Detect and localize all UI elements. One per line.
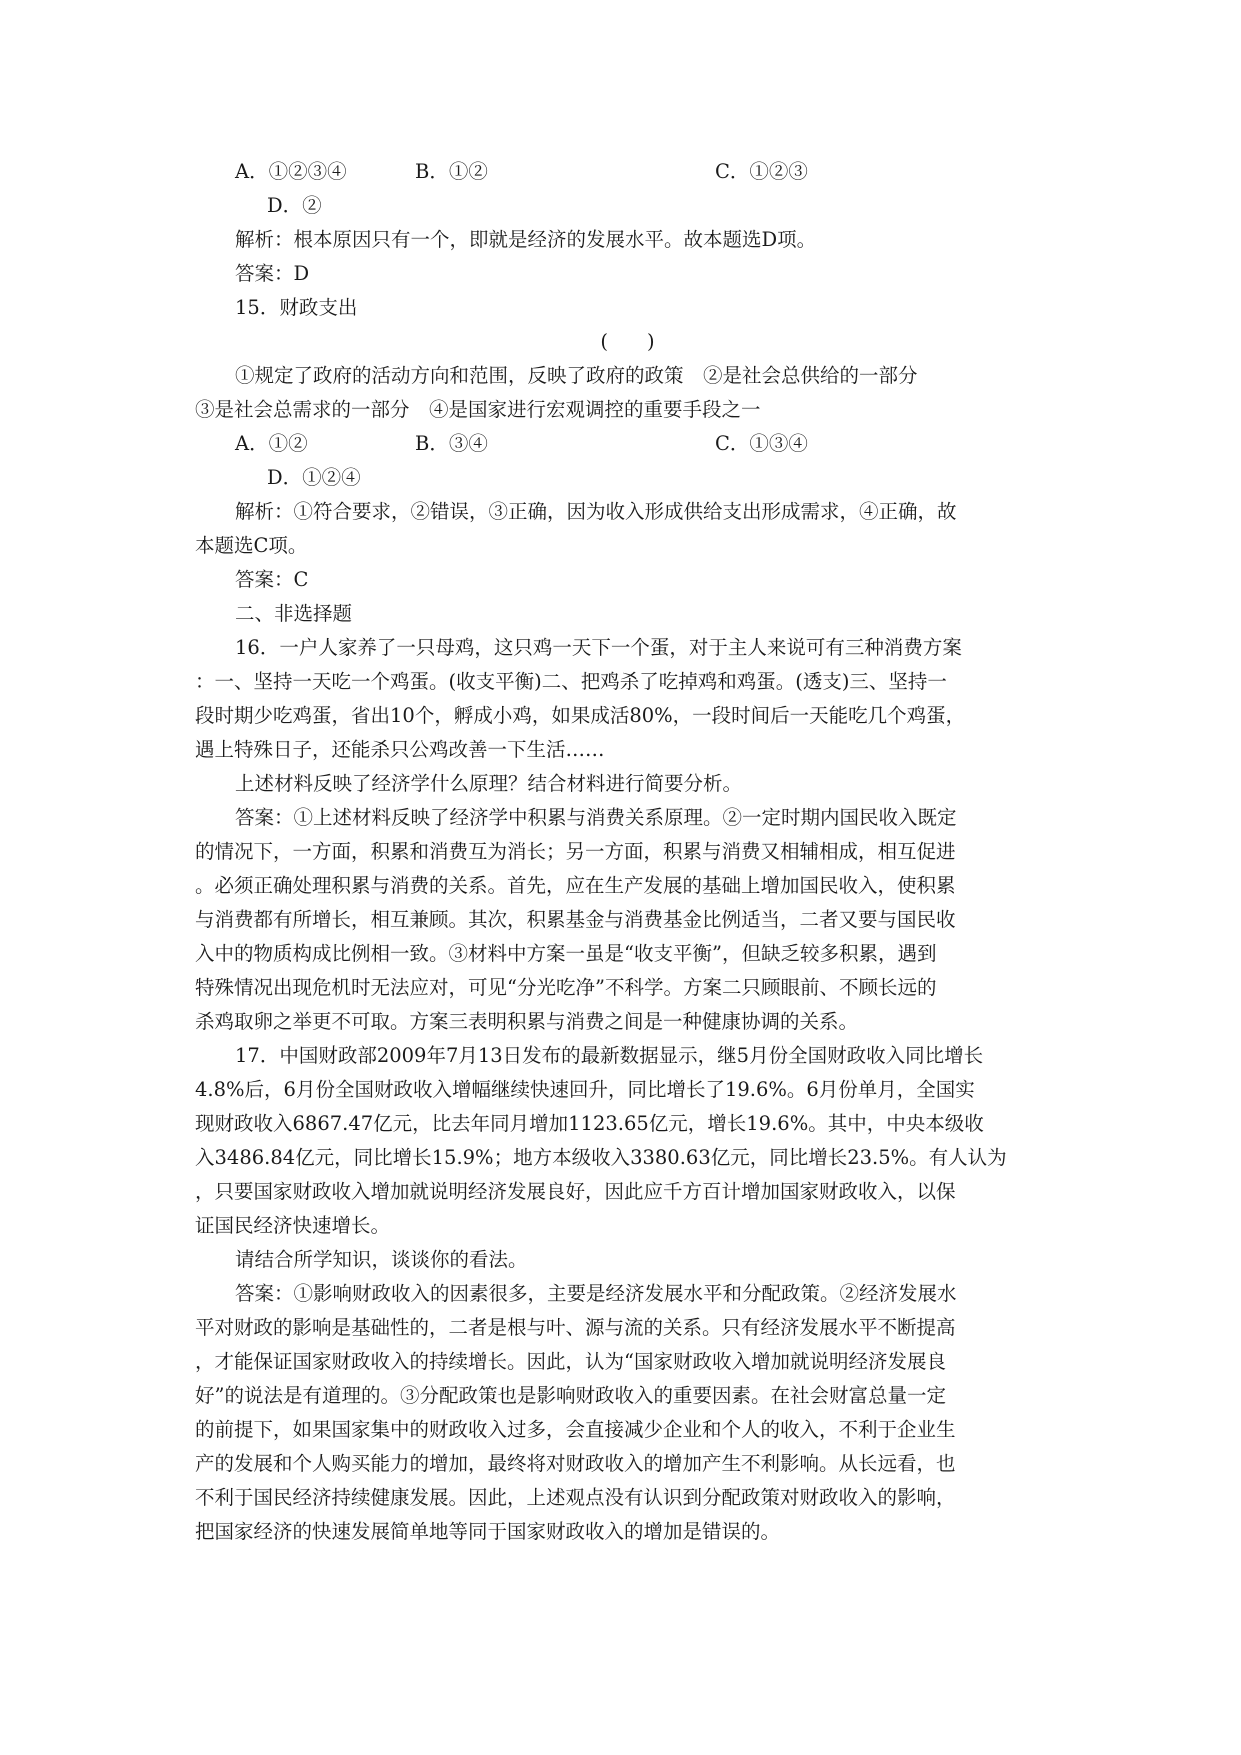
q17-answer-line: 把国家经济的快速发展简单地等同于国家财政收入的增加是错误的。	[195, 1520, 781, 1543]
q16-answer-line: 特殊情况出现危机时无法应对，可见“分光吃净”不科学。方案二只顾眼前、不顾长远的	[195, 976, 937, 999]
q14-option-b: B．①②	[415, 160, 488, 183]
q17-answer-line: 答案：①影响财政收入的因素很多，主要是经济发展水平和分配政策。②经济发展水	[235, 1282, 957, 1305]
q17-answer-line	[195, 1549, 1050, 1583]
q17-stem	[195, 1039, 1050, 1243]
q17-answer-line: 产的发展和个人购买能力的增加，最终将对财政收入的增加产生不利影响。从长远看，也	[195, 1452, 956, 1475]
q15-option-a: A．①②	[235, 432, 308, 455]
q16-answer-line: 答案：①上述材料反映了经济学中积累与消费关系原理。②一定时期内国民收入既定	[235, 806, 957, 829]
q15-analysis-line-2: 本题选C项。	[195, 534, 308, 557]
q14-options-row	[195, 155, 1050, 189]
q17-stem-line: ，只要国家财政收入增加就说明经济发展良好，因此应千方百计增加国家财政收入，以保	[195, 1180, 956, 1203]
q16-answer	[195, 801, 1050, 1039]
q16-question: 上述材料反映了经济学什么原理？结合材料进行简要分析。	[235, 772, 743, 795]
q17-answer-line: ，才能保证国家财政收入的持续增长。因此，认为“国家财政收入增加就说明经济发展良	[195, 1350, 946, 1373]
q17-answer-line: 平对财政的影响是基础性的，二者是根与叶、源与流的关系。只有经济发展水平不断提高	[195, 1316, 956, 1339]
q15-stem: 15．财政支出	[235, 296, 358, 319]
q17-answer-line: 好”的说法是有道理的。③分配政策也是影响财政收入的重要因素。在社会财富总量一定	[195, 1384, 946, 1407]
q14-option-d: D．②	[267, 194, 322, 217]
q16-answer-line: 的情况下，一方面，积累和消费互为消长；另一方面，积累与消费又相辅相成，相互促进	[195, 840, 956, 863]
q14-option-c: C．①②③	[715, 160, 808, 183]
section-heading: 二、非选择题	[235, 602, 353, 625]
q14-option-a: A．①②③④	[235, 160, 347, 183]
q16-answer-line: 与消费都有所增长，相互兼顾。其次，积累基金与消费基金比例适当，二者又要与国民收	[195, 908, 956, 931]
q17-answer-line: 不利于国民经济持续健康发展。因此，上述观点没有认识到分配政策对财政收入的影响，	[195, 1486, 956, 1509]
q17-stem-line: 现财政收入6867.47亿元，比去年同月增加1123.65亿元，增长19.6%。其中，中央本级收	[195, 1112, 984, 1135]
q17-stem-line: 入3486.84亿元，同比增长15.9%；地方本级收入3380.63亿元，同比增长23.5%。有人认为	[195, 1146, 1007, 1169]
q16-stem-line: 段时期少吃鸡蛋，省出10个，孵成小鸡，如果成活80%，一段时间后一天能吃几个鸡蛋，	[195, 704, 966, 727]
q15-answer: 答案：C	[235, 568, 309, 591]
q17-stem-line: 4.8%后，6月份全国财政收入增幅继续快速回升，同比增长了19.6%。6月份单月，全国实	[195, 1078, 975, 1101]
q15-option-d: D．①②④	[267, 466, 361, 489]
q14-analysis: 解析：根本原因只有一个，即就是经济的发展水平。故本题选D项。	[235, 228, 817, 251]
q15-options-row	[195, 427, 1050, 461]
q17-stem-line: 17．中国财政部2009年7月13日发布的最新数据显示，继5月份全国财政收入同比增长	[235, 1044, 984, 1067]
q16-stem-line: 遇上特殊日子，还能杀只公鸡改善一下生活……	[195, 738, 605, 761]
q15-statements-line-2: ③是社会总需求的一部分 ④是国家进行宏观调控的重要手段之一	[195, 398, 761, 421]
q16-answer-line: 。必须正确处理积累与消费的关系。首先，应在生产发展的基础上增加国民收入，使积累	[195, 874, 956, 897]
q16-stem-line: 16．一户人家养了一只母鸡，这只鸡一天下一个蛋，对于主人来说可有三种消费方案	[235, 636, 962, 659]
q17-question: 请结合所学知识，谈谈你的看法。	[235, 1248, 528, 1271]
document-content	[195, 155, 1050, 1583]
q17-answer	[195, 1277, 1050, 1583]
q16-stem-line: ：一、坚持一天吃一个鸡蛋。(收支平衡)二、把鸡杀了吃掉鸡和鸡蛋。(透支)三、坚持一	[195, 670, 947, 693]
q16-answer-line: 杀鸡取卵之举更不可取。方案三表明积累与消费之间是一种健康协调的关系。	[195, 1010, 859, 1033]
q15-option-c: C．①③④	[715, 432, 808, 455]
q16-stem	[195, 631, 1050, 767]
q16-answer-line: 入中的物质构成比例相一致。③材料中方案一虽是“收支平衡”，但缺乏较多积累，遇到	[195, 942, 937, 965]
q15-paren: ( )	[600, 330, 655, 353]
q15-statements-line-1: ①规定了政府的活动方向和范围，反映了政府的政策 ②是社会总供给的一部分	[235, 364, 918, 387]
q15-analysis-line-1: 解析：①符合要求，②错误，③正确，因为收入形成供给支出形成需求，④正确，故	[235, 500, 957, 523]
q17-answer-line: 的前提下，如果国家集中的财政收入过多，会直接减少企业和个人的收入，不利于企业生	[195, 1418, 956, 1441]
q14-answer: 答案：D	[235, 262, 310, 285]
q17-stem-line: 证国民经济快速增长。	[195, 1214, 391, 1237]
q15-option-b: B．③④	[415, 432, 488, 455]
